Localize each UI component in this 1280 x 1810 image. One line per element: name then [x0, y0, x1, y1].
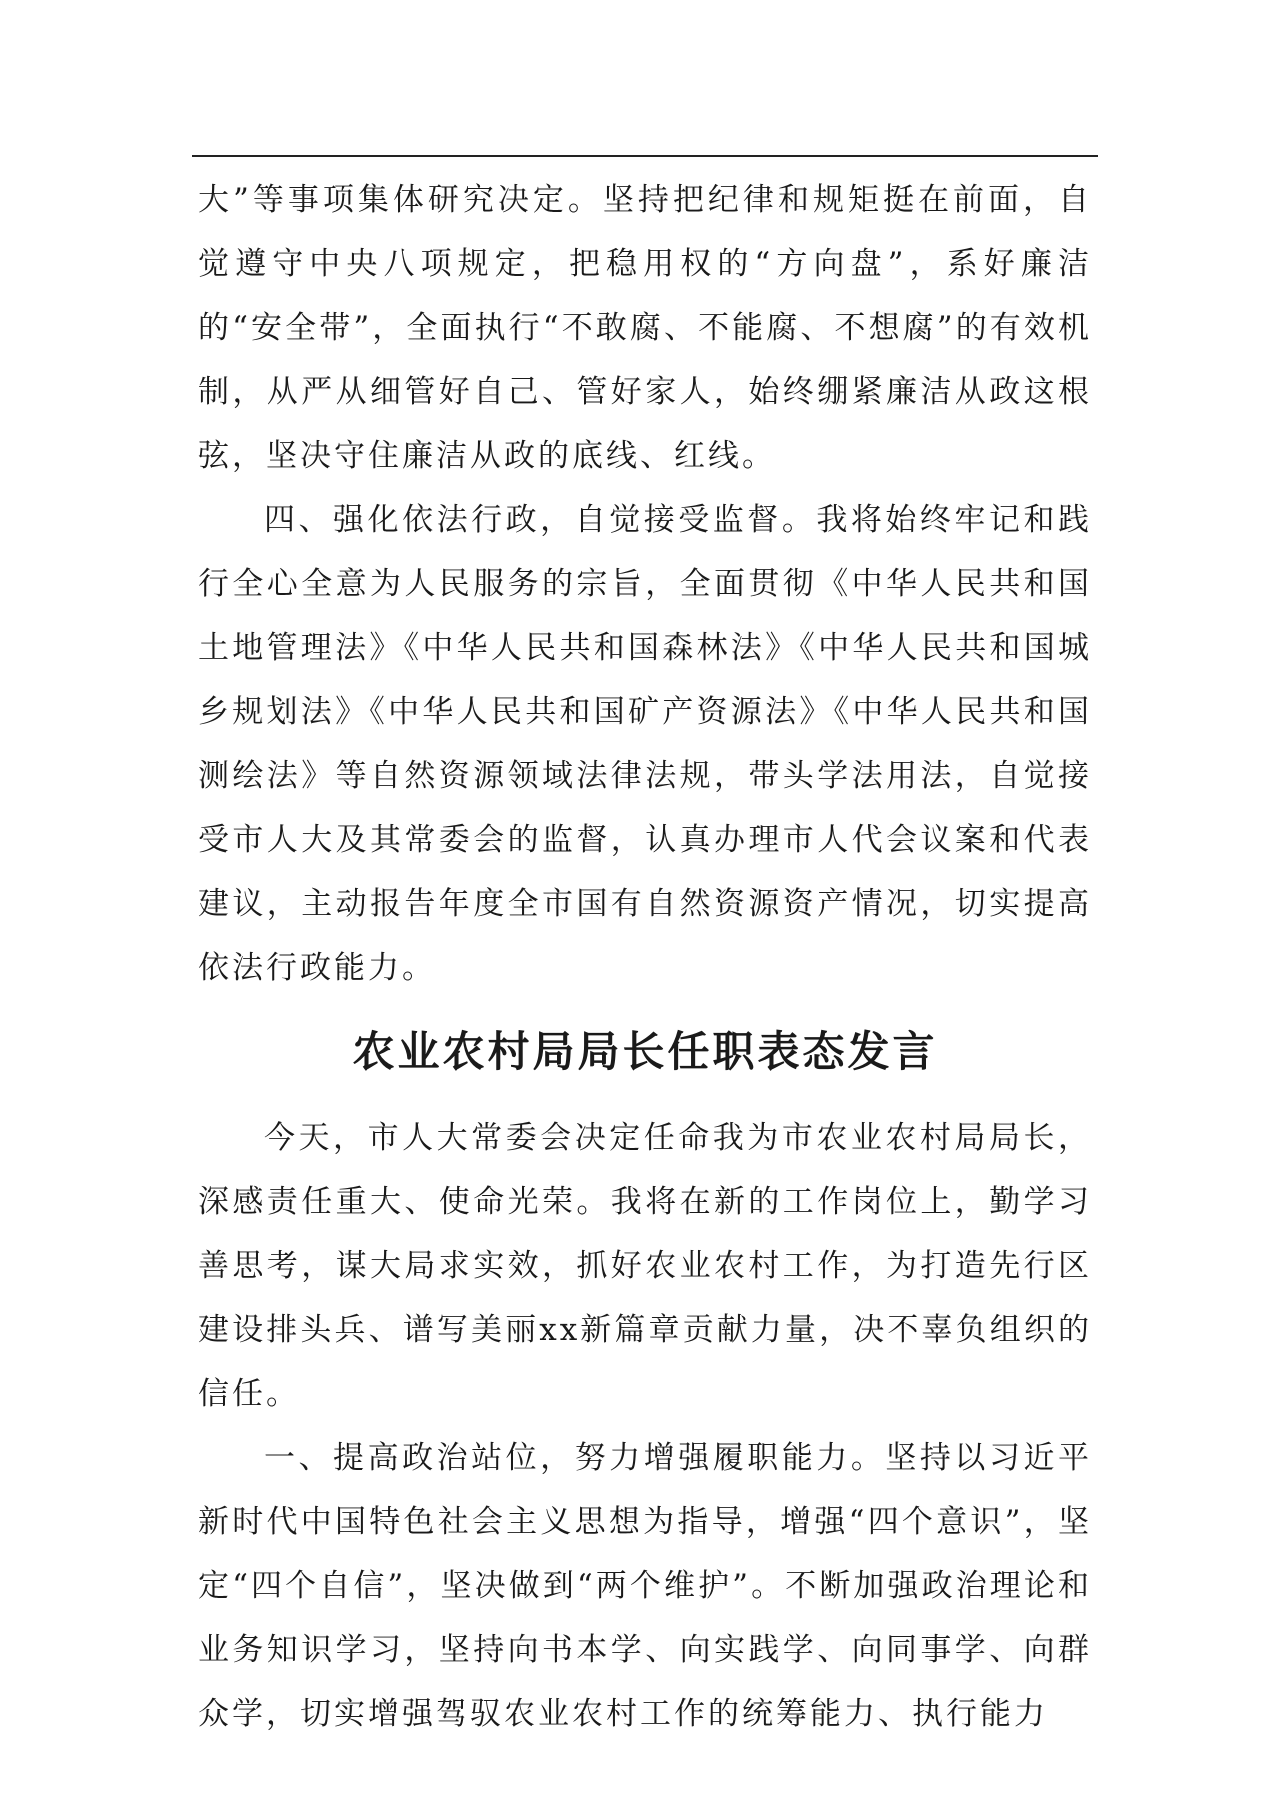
header-rule — [192, 155, 1098, 157]
section-one-paragraph: 一、提高政治站位，努力增强履职能力。坚持以习近平新时代中国特色社会主义思想为指导，增强“四个意识”，坚定“四个自信”，坚决做到“两个维护”。不断加强政治理论和业务知识学习，坚持向书本学、向实践学、向同事学、向群众学，切实增强驾驭农业农村工作的统筹能力、执行能力 — [198, 1440, 1092, 1732]
document-heading: 农业农村局局长任职表态发言 — [352, 1027, 938, 1076]
intro-paragraph: 今天，市人大常委会决定任命我为市农业农村局局长，深感责任重大、使命光荣。我将在新的工作岗位上，勤学习善思考，谋大局求实效，抓好农业农村工作，为打造先行区建设排头兵、谱写美丽xx新篇章贡献力量，决不辜负组织的信任。 — [198, 1120, 1092, 1412]
continued-paragraph: 大”等事项集体研究决定。坚持把纪律和规矩挺在前面，自觉遵守中央八项规定，把稳用权的“方向盘”，系好廉洁的“安全带”，全面执行“不敢腐、不能腐、不想腐”的有效机制，从严从细管好自己、管好家人，始终绷紧廉洁从政这根弦，坚决守住廉洁从政的底线、红线。 — [198, 182, 1092, 474]
document-body — [198, 168, 1092, 1746]
section-four-paragraph: 四、强化依法行政，自觉接受监督。我将始终牢记和践行全心全意为人民服务的宗旨，全面贯彻《中华人民共和国土地管理法》《中华人民共和国森林法》《中华人民共和国城乡规划法》《中华人民共和国矿产资源法》《中华人民共和国测绘法》等自然资源领域法律法规，带头学法用法，自觉接受市人大及其常委会的监督，认真办理市人代会议案和代表建议，主动报告年度全市国有自然资源资产情况，切实提高依法行政能力。 — [198, 502, 1092, 986]
